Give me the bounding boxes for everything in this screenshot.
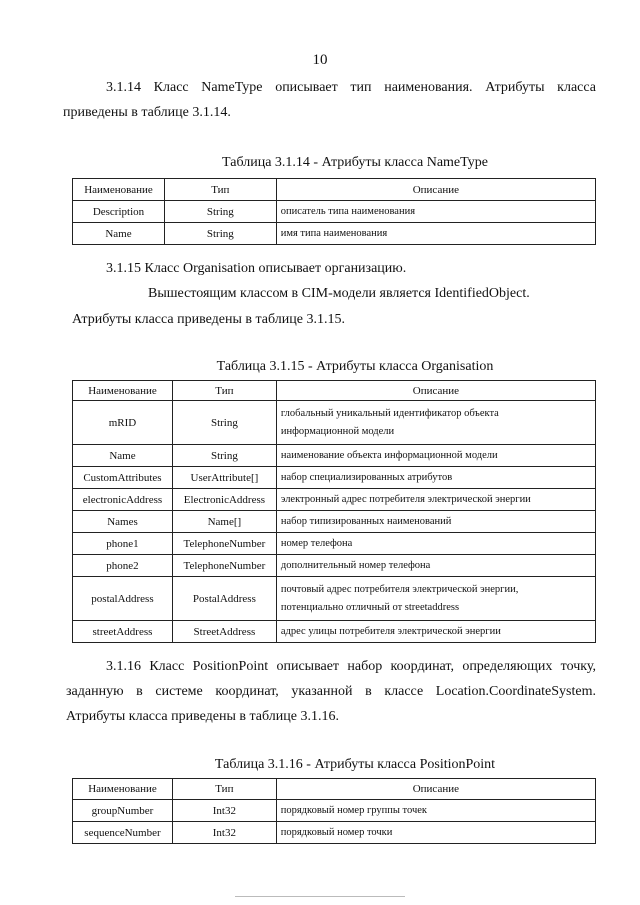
- cell-type: PostalAddress: [172, 577, 276, 621]
- cell-type: Int32: [172, 822, 276, 844]
- cell-type: String: [164, 223, 276, 245]
- cell-name: Name: [73, 223, 165, 245]
- cell-type: Int32: [172, 800, 276, 822]
- cell-name: groupNumber: [73, 800, 173, 822]
- cell-description: набор специализированных атрибутов: [276, 467, 595, 489]
- cell-description: наименование объекта информационной модели: [276, 445, 595, 467]
- section-3-1-16-line2: заданную в системе координат, указанной в классе Location.CoordinateSystem.: [66, 684, 596, 699]
- cell-description-line2: информационной модели: [280, 425, 395, 437]
- section-3-1-16-line1: 3.1.16 Класс PositionPoint описывает набор координат, определяющих точку,: [106, 659, 596, 674]
- cell-type: UserAttribute[]: [172, 467, 276, 489]
- table-header-row: [73, 779, 596, 800]
- cell-name: CustomAttributes: [73, 467, 173, 489]
- table-row: [73, 511, 596, 533]
- cell-type: TelephoneNumber: [172, 555, 276, 577]
- header-type: Тип: [172, 381, 276, 401]
- header-type: Тип: [172, 779, 276, 800]
- cell-name: sequenceNumber: [73, 822, 173, 844]
- cell-name: phone2: [73, 555, 173, 577]
- table-row: [73, 489, 596, 511]
- section-3-1-15-line2: Вышестоящим классом в CIM-модели является IdentifiedObject.: [148, 286, 530, 301]
- cell-name: phone1: [73, 533, 173, 555]
- section-3-1-15-line1: 3.1.15 Класс Organisation описывает организацию.: [106, 261, 407, 276]
- cell-description: электронный адрес потребителя электрической энергии: [276, 489, 595, 511]
- cell-description: имя типа наименования: [276, 223, 595, 245]
- cell-name: postalAddress: [73, 577, 173, 621]
- cell-description: номер телефона: [276, 533, 595, 555]
- cell-description-line1: почтовый адрес потребителя электрической энергии,: [280, 583, 519, 595]
- cell-description: дополнительный номер телефона: [276, 555, 595, 577]
- table-3-1-15: [72, 380, 596, 643]
- cell-type: TelephoneNumber: [172, 533, 276, 555]
- table-row: [73, 401, 596, 445]
- cell-description: адрес улицы потребителя электрической энергии: [276, 621, 595, 643]
- table-row: [73, 223, 596, 245]
- table-row: [73, 533, 596, 555]
- cell-name: mRID: [73, 401, 173, 445]
- table-row: [73, 621, 596, 643]
- cell-type: StreetAddress: [172, 621, 276, 643]
- header-description: Описание: [276, 381, 595, 401]
- table-row: [73, 467, 596, 489]
- section-3-1-14-line2: приведены в таблице 3.1.14.: [63, 105, 231, 120]
- table-row: [73, 800, 596, 822]
- cell-type: Name[]: [172, 511, 276, 533]
- table-row: [73, 201, 596, 223]
- cell-type: String: [172, 401, 276, 445]
- table-row: [73, 555, 596, 577]
- cell-type: ElectronicAddress: [172, 489, 276, 511]
- cell-description-line1: глобальный уникальный идентификатор объекта: [280, 407, 499, 419]
- cell-type: String: [172, 445, 276, 467]
- table-3-1-16: [72, 778, 596, 844]
- cell-description: [276, 401, 595, 445]
- footer-divider: [235, 896, 405, 897]
- table-3-1-14: [72, 178, 596, 245]
- table-row: [73, 445, 596, 467]
- table-row: [73, 822, 596, 844]
- cell-name: Name: [73, 445, 173, 467]
- page-number: 10: [312, 52, 328, 68]
- cell-name: Names: [73, 511, 173, 533]
- cell-name: electronicAddress: [73, 489, 173, 511]
- section-3-1-15-line3: Атрибуты класса приведены в таблице 3.1.15.: [72, 312, 345, 327]
- section-3-1-16-line3: Атрибуты класса приведены в таблице 3.1.16.: [66, 709, 339, 724]
- header-name: Наименование: [73, 381, 173, 401]
- cell-description: порядковый номер точки: [276, 822, 595, 844]
- cell-description-line2: потенциально отличный от streetaddress: [280, 601, 460, 613]
- table-row: [73, 577, 596, 621]
- cell-type: String: [164, 201, 276, 223]
- section-3-1-14-line1: 3.1.14 Класс NameType описывает тип наименования. Атрибуты класса: [106, 80, 596, 95]
- header-name: Наименование: [73, 779, 173, 800]
- table-3-1-14-caption: Таблица 3.1.14 - Атрибуты класса NameType: [222, 155, 488, 170]
- cell-description: порядковый номер группы точек: [276, 800, 595, 822]
- header-type: Тип: [164, 179, 276, 201]
- cell-description: [276, 577, 595, 621]
- table-3-1-15-caption: Таблица 3.1.15 - Атрибуты класса Organisation: [216, 359, 494, 374]
- table-3-1-16-caption: Таблица 3.1.16 - Атрибуты класса PositionPoint: [214, 757, 496, 772]
- cell-name: streetAddress: [73, 621, 173, 643]
- header-description: Описание: [276, 779, 595, 800]
- header-name: Наименование: [73, 179, 165, 201]
- header-description: Описание: [276, 179, 595, 201]
- cell-description: набор типизированных наименований: [276, 511, 595, 533]
- cell-name: Description: [73, 201, 165, 223]
- table-header-row: [73, 381, 596, 401]
- cell-description: описатель типа наименования: [276, 201, 595, 223]
- table-header-row: [73, 179, 596, 201]
